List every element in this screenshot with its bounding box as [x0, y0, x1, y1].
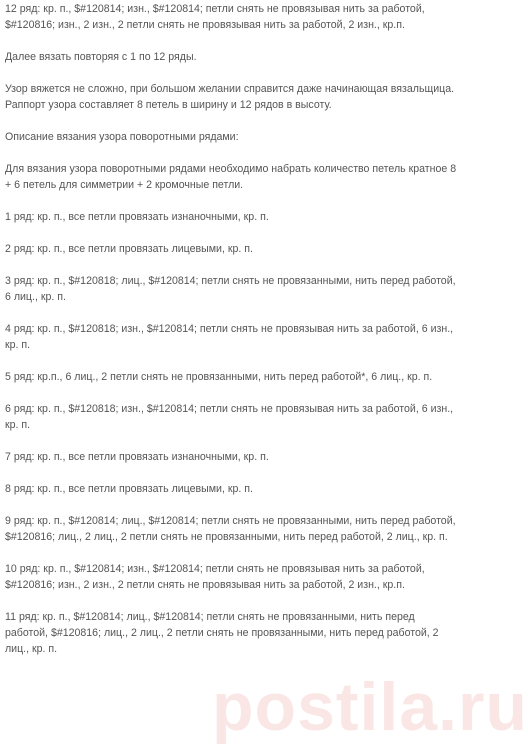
- row-6-paragraph: 6 ряд: кр. п., $#120818; изн., $#120814; петли снять не провязывая нить за работой, 6 изн., кр. п.: [5, 403, 454, 431]
- section-title: Описание вязания узора поворотными рядами:: [5, 131, 239, 143]
- postila-watermark: postila.ru: [212, 669, 528, 745]
- document-body: [5, 0, 457, 657]
- difficulty-note: Узор вяжется не сложно, при большом желании справится даже начинающая вязальщица.: [5, 83, 455, 95]
- repeat-note: Далее вязать повторяя с 1 по 12 ряды.: [5, 51, 197, 63]
- row-2-paragraph: 2 ряд: кр. п., все петли провязать лицевыми, кр. п.: [5, 243, 253, 255]
- row-12-paragraph: 12 ряд: кр. п., $#120814; изн., $#120814; петли снять не провязывая нить за работой, $#120816; изн., 2 изн., 2 петли снять не провязывая нить за работой, 2 изн., кр.п.: [5, 3, 425, 31]
- row-9-paragraph: 9 ряд: кр. п., $#120814; лиц., $#120814; петли снять не провязанными, нить перед работой, $#120816; лиц., 2 лиц., 2 петли снять не провязанными, нить перед работой, 2 лиц., кр. п.: [5, 515, 456, 543]
- row-8-paragraph: 8 ряд: кр. п., все петли провязать лицевыми, кр. п.: [5, 483, 253, 495]
- row-3-paragraph: 3 ряд: кр. п., $#120818; лиц., $#120814; петли снять не провязанными, нить перед работой, 6 лиц., кр. п.: [5, 275, 456, 303]
- rapport-note: Раппорт узора составляет 8 петель в ширину и 12 рядов в высоту.: [5, 99, 332, 111]
- row-7-paragraph: 7 ряд: кр. п., все петли провязать изнаночными, кр. п.: [5, 451, 269, 463]
- row-10-paragraph: 10 ряд: кр. п., $#120814; изн., $#120814; петли снять не провязывая нить за работой, $#120816; изн., 2 изн., 2 петли снять не провязывая нить за работой, 2 изн., кр.п.: [5, 563, 425, 591]
- row-4-paragraph: 4 ряд: кр. п., $#120818; изн., $#120814; петли снять не провязывая нить за работой, 6 изн., кр. п.: [5, 323, 454, 351]
- row-1-paragraph: 1 ряд: кр. п., все петли провязать изнаночными, кр. п.: [5, 211, 269, 223]
- cast-on-note: Для вязания узора поворотными рядами необходимо набрать количество петель кратное 8 + 6 петель для симметрии + 2 кромочные петли.: [5, 163, 457, 191]
- row-5-paragraph: 5 ряд: кр.п., 6 лиц., 2 петли снять не провязанными, нить перед работой*, 6 лиц., кр. п.: [5, 371, 433, 383]
- row-11-paragraph: 11 ряд: кр. п., $#120814; лиц., $#120814; петли снять не провязанными, нить перед работой, $#120816; лиц., 2 лиц., 2 петли снять не провязанными, нить перед работой, 2 лиц., кр. п.: [5, 611, 439, 655]
